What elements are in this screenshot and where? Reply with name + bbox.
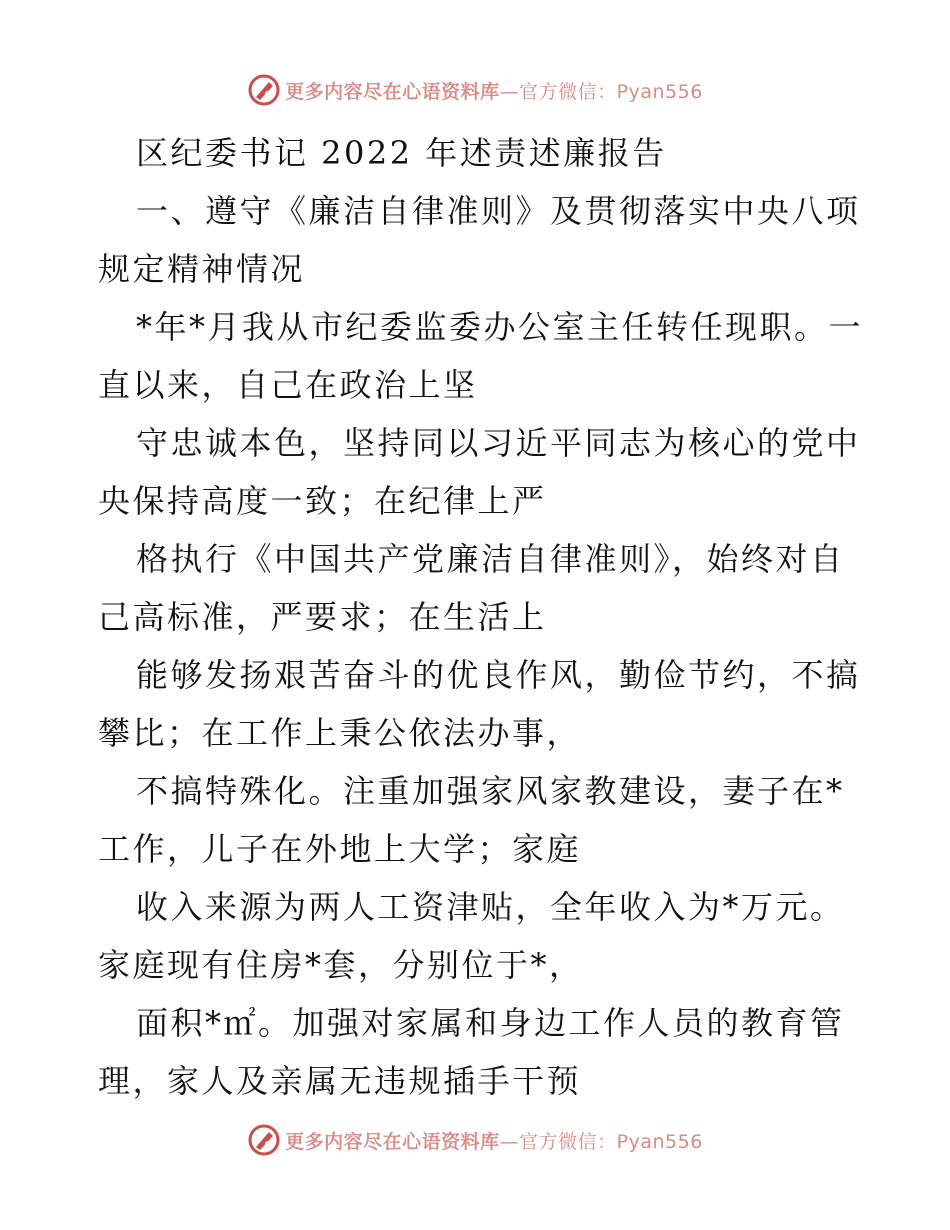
- paragraph-line: 面积*㎡。加强对家属和身边工作人员的教育管: [136, 1004, 845, 1042]
- paragraph-line: 能够发扬艰苦奋斗的优良作风，勤俭节约，不搞: [136, 656, 861, 694]
- footer-banner: [0, 1120, 950, 1160]
- section-heading: 一、遵守《廉洁自律准则》及贯彻落实中央八项: [136, 192, 861, 230]
- paragraph-line: 收入来源为两人工资津贴，全年收入为*万元。: [136, 888, 845, 926]
- paragraph-line: 直以来，自己在政治上坚: [98, 366, 478, 404]
- document-body: [98, 124, 864, 1110]
- footer-banner-sub: —官方微信：Pyan556: [499, 1130, 703, 1153]
- footer-banner-main: 更多内容尽在心语资料库: [285, 1130, 500, 1153]
- paragraph-line: 理，家人及亲属无违规插手干预: [98, 1062, 582, 1100]
- paragraph-line: 己高标准，严要求；在生活上: [98, 598, 547, 636]
- paragraph-line: 攀比；在工作上秉公依法办事，: [98, 714, 582, 752]
- pen-circle-logo-icon: [247, 1123, 281, 1157]
- document-title: 区纪委书记 2022 年述责述廉报告: [136, 134, 667, 172]
- paragraph-line: *年*月我从市纪委监委办公室主任转任现职。一: [136, 308, 864, 346]
- header-banner-sub: —官方微信：Pyan556: [499, 80, 703, 103]
- pen-circle-logo-icon: [247, 73, 281, 107]
- header-banner-main: 更多内容尽在心语资料库: [285, 80, 500, 103]
- section-heading-cont: 规定精神情况: [98, 250, 306, 288]
- paragraph-line: 工作，儿子在外地上大学；家庭: [98, 830, 582, 868]
- paragraph-line: 格执行《中国共产党廉洁自律准则》，始终对自: [136, 540, 845, 578]
- paragraph-line: 守忠诚本色，坚持同以习近平同志为核心的党中: [136, 424, 861, 462]
- paragraph-line: 央保持高度一致；在纪律上严: [98, 482, 547, 520]
- header-banner: [0, 70, 950, 110]
- paragraph-line: 家庭现有住房*套，分别位于*，: [98, 946, 584, 984]
- paragraph-line: 不搞特殊化。注重加强家风家教建设，妻子在*: [136, 772, 845, 810]
